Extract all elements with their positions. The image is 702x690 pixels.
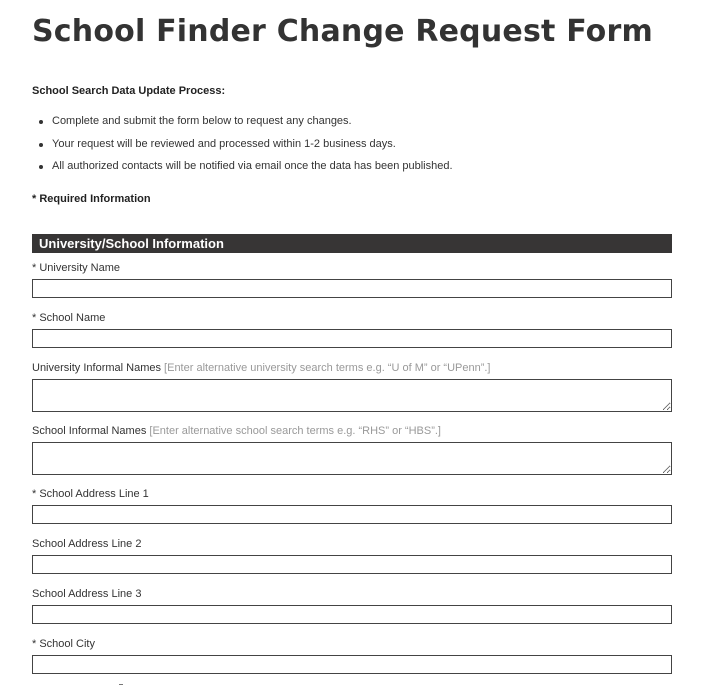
address-line-3-label-text: School Address Line 3 bbox=[32, 588, 142, 600]
process-step: All authorized contacts will be notified via email once the data has been published. bbox=[52, 160, 453, 183]
address-line-2-label bbox=[32, 538, 141, 550]
section-header-university-school: University/School Information bbox=[32, 234, 672, 253]
university-informal-names-label-text: University Informal Names bbox=[32, 362, 161, 374]
university-name-input[interactable] bbox=[32, 279, 672, 298]
address-line-1-label-text: * School Address Line 1 bbox=[32, 488, 149, 500]
address-line-1-input[interactable] bbox=[32, 505, 672, 524]
process-heading: School Search Data Update Process: bbox=[32, 85, 226, 97]
process-step: Complete and submit the form below to request any changes. bbox=[52, 115, 453, 138]
school-informal-names-hint: [Enter alternative school search terms e.g. “RHS” or “HBS”.] bbox=[149, 425, 441, 437]
process-steps-list bbox=[52, 115, 453, 183]
university-informal-names-input[interactable] bbox=[32, 379, 672, 412]
address-line-3-input[interactable] bbox=[32, 605, 672, 624]
university-name-label bbox=[32, 262, 120, 274]
school-informal-names-input[interactable] bbox=[32, 442, 672, 475]
school-informal-names-label bbox=[32, 425, 441, 437]
page-title: School Finder Change Request Form bbox=[32, 14, 653, 49]
address-line-1-label bbox=[32, 488, 149, 500]
address-line-2-input[interactable] bbox=[32, 555, 672, 574]
address-line-3-label bbox=[32, 588, 141, 600]
university-name-label-text: * University Name bbox=[32, 262, 121, 274]
city-input[interactable] bbox=[32, 655, 672, 674]
city-label-text: * School City bbox=[32, 638, 95, 650]
school-name-label bbox=[32, 312, 105, 324]
required-info-note: * Required Information bbox=[32, 193, 151, 205]
school-name-input[interactable] bbox=[32, 329, 672, 348]
process-step: Your request will be reviewed and processed within 1-2 business days. bbox=[52, 138, 453, 161]
school-informal-names-label-text: School Informal Names bbox=[32, 425, 147, 437]
university-informal-names-label bbox=[32, 362, 491, 374]
address-line-2-label-text: School Address Line 2 bbox=[32, 538, 142, 550]
university-informal-names-hint: [Enter alternative university search terms e.g. “U of M” or “UPenn”.] bbox=[164, 362, 491, 374]
clipped-next-label-fragment bbox=[119, 684, 123, 690]
school-name-label-text: * School Name bbox=[32, 312, 106, 324]
city-label bbox=[32, 638, 95, 650]
